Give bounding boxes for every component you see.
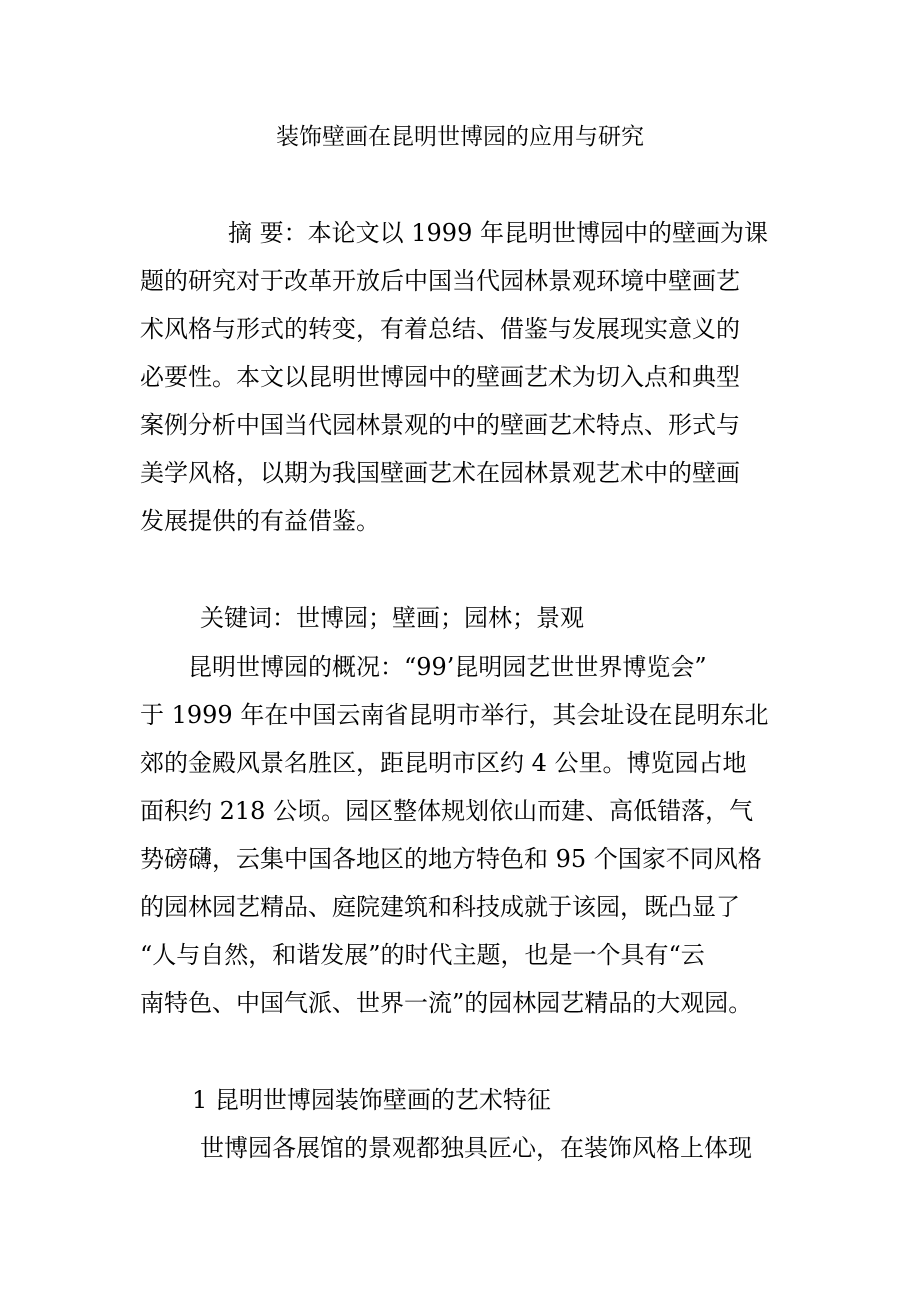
- overview-line: “人与自然，和谐发展”的时代主题，也是一个具有“云: [140, 941, 705, 969]
- abstract-line: 题的研究对于改革开放后中国当代园林景观环境中壁画艺: [140, 267, 740, 295]
- section-heading: 1 昆明世博园装饰壁画的艺术特征: [192, 1086, 551, 1114]
- overview-line: 于 1999 年在中国云南省昆明市举行，其会址设在昆明东北: [140, 701, 769, 729]
- abstract-line: 术风格与形式的转变，有着总结、借鉴与发展现实意义的: [140, 315, 740, 343]
- document-title: 装饰壁画在昆明世博园的应用与研究: [276, 124, 644, 150]
- keywords-line: 关键词：世博园；壁画；园林；景观: [200, 604, 584, 632]
- abstract-line: 美学风格，以期为我国壁画艺术在园林景观艺术中的壁画: [140, 459, 740, 487]
- abstract-line: 案例分析中国当代园林景观的中的壁画艺术特点、形式与: [140, 411, 740, 439]
- overview-line: 的园林园艺精品、庭院建筑和科技成就于该园，既凸显了: [140, 893, 740, 921]
- overview-line: 面积约 218 公顷。园区整体规划依山而建、高低错落，气: [140, 797, 754, 825]
- abstract-line: 摘 要：本论文以 1999 年昆明世博园中的壁画为课: [228, 219, 768, 247]
- abstract-line: 必要性。本文以昆明世博园中的壁画艺术为切入点和典型: [140, 363, 740, 391]
- abstract-line: 发展提供的有益借鉴。: [140, 507, 380, 535]
- overview-line: 郊的金殿风景名胜区，距昆明市区约 4 公里。博览园占地: [140, 749, 747, 777]
- overview-line: 南特色、中国气派、世界一流”的园林园艺精品的大观园。: [140, 989, 753, 1017]
- overview-line: 势磅礴，云集中国各地区的地方特色和 95 个国家不同风格: [140, 845, 762, 873]
- overview-line: 昆明世博园的概况：“99’昆明园艺世世界博览会”: [188, 653, 707, 681]
- section-line: 世博园各展馆的景观都独具匠心，在装饰风格上体现: [200, 1134, 752, 1162]
